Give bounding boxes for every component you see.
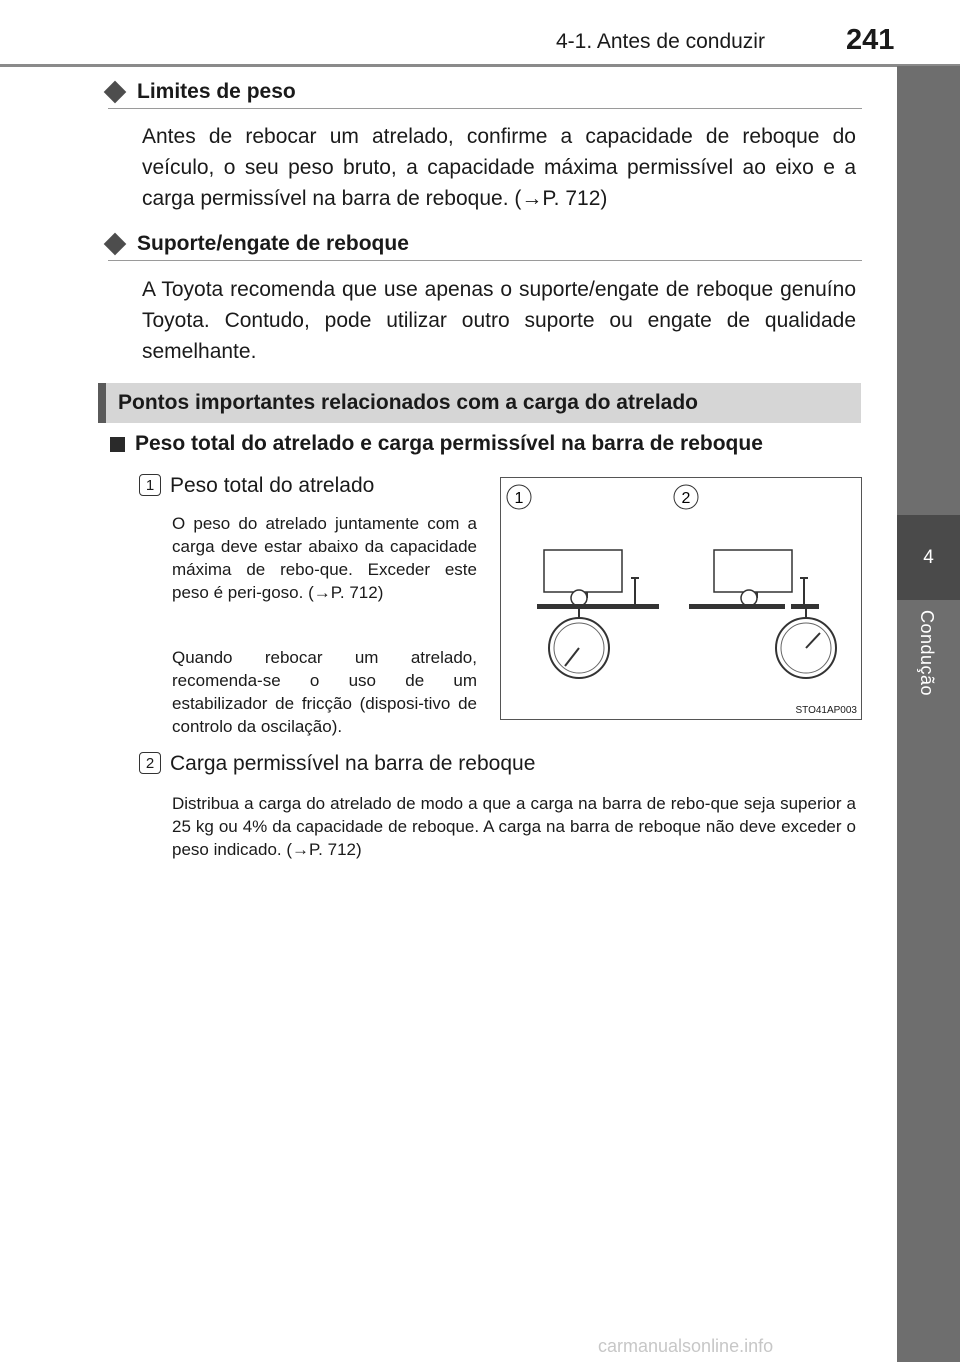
watermark: carmanualsonline.info (598, 1336, 774, 1356)
item-number-badge (139, 752, 161, 774)
section-heading-rule (108, 108, 862, 109)
item-paragraph: O peso do atrelado juntamente com a carga deve estar abaixo da capacidade máxima de rebo-que. Exceder este peso é peri-goso. (→P. 712) (172, 514, 477, 602)
banner-text: Pontos importantes relacionados com a carga do atrelado (118, 391, 698, 414)
item-paragraph: Distribua a carga do atrelado de modo a que a carga na barra de rebo-que seja superior a 25 kg ou 4% da capacidade de reboque. A carga na barra de reboque não deve exceder o peso indicado. (→P. 712) (172, 794, 856, 859)
chapter-label: Condução (917, 610, 937, 697)
header-section-title: 4-1. Antes de conduzir (556, 30, 765, 53)
section-heading-text: Suporte/engate de reboque (137, 232, 409, 255)
section-heading-tow-hitch (103, 232, 409, 256)
section-heading-rule (108, 260, 862, 261)
subheading (110, 432, 763, 456)
figure-label-1: 1 (514, 490, 524, 507)
figure-code: STO41AP003 (795, 705, 857, 716)
trailer-weight-figure (500, 477, 862, 720)
item-title: Peso total do atrelado (170, 474, 375, 497)
header-divider (0, 64, 960, 67)
square-bullet-icon (110, 437, 125, 452)
tongue-on-scale-right (689, 550, 836, 678)
item-number: 1 (139, 474, 161, 496)
subheading-text: Peso total do atrelado e carga permissível na barra de reboque (135, 432, 763, 455)
section-heading-text: Limites de peso (137, 80, 296, 103)
item-paragraph: Quando rebocar um atrelado, recomenda-se o uso de um estabilizador de fricção (disposi-tivo de controlo da oscilação). (172, 648, 477, 736)
important-points-banner (98, 383, 861, 423)
item-number-badge (139, 474, 161, 496)
item-title: Carga permissível na barra de reboque (170, 752, 536, 775)
figure-label-2: 2 (681, 490, 691, 507)
trailer-scale-illustration (501, 478, 861, 719)
page-number: 241 (846, 24, 895, 56)
diamond-bullet-icon (104, 81, 127, 104)
section-body-weight-limits: Antes de rebocar um atrelado, confirme a capacidade de reboque do veículo, o seu peso bruto, a capacidade máxima permissível ao eixo e a carga permissível na barra de reboque. (→P. 712) (142, 125, 856, 210)
chapter-side-tab (897, 66, 960, 1362)
trailer-on-scale-left (537, 550, 659, 678)
diamond-bullet-icon (104, 233, 127, 256)
item-number: 2 (139, 752, 161, 774)
chapter-number-tab[interactable]: 4 (897, 515, 960, 600)
section-heading-weight-limits (103, 80, 296, 104)
section-body-tow-hitch: A Toyota recomenda que use apenas o suporte/engate de reboque genuíno Toyota. Contudo, pode utilizar outro suporte ou engate de qualidade semelhante. (142, 278, 856, 363)
